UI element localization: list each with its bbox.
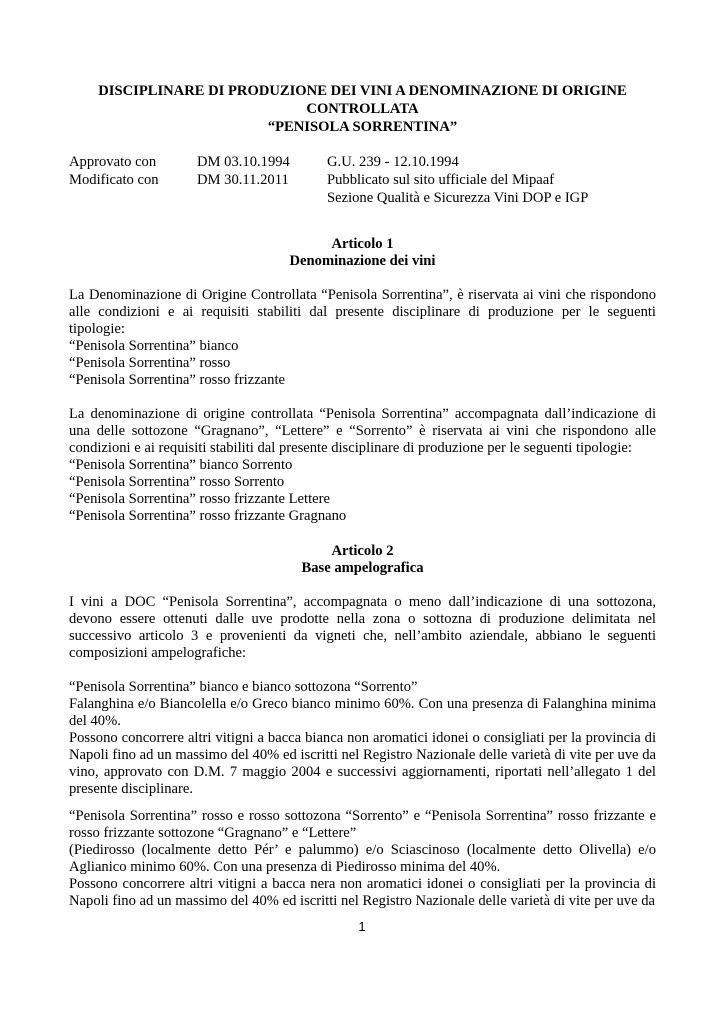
rosso-composition: (Piedirosso (localmente detto Pér’ e palummo) e/o Sciascinoso (localmente detto Olivella) e/o Aglianico minimo 60%. Con una presenza di Piedirosso minima del 40%. xyxy=(69,842,656,875)
approval-row xyxy=(69,172,656,189)
article-2-paragraph: I vini a DOC “Penisola Sorrentina”, accompagnata o meno dall’indicazione di una sottozona, devono essere ottenuti dalle uve prodotte nella zona o sottozna di produzione delimitata nel successivo articolo 3 e provenienti da vigneti che, nell’ambito aziendale, abbiano le seguenti composizioni ampelografiche: xyxy=(69,594,656,661)
article-1-paragraph: La denominazione di origine controllata “Penisola Sorrentina” accompagnata dall’indicazione di una delle sottozone “Gragnano”, “Lettere” e “Sorrento” è riservata ai vini che rispondono alle condizioni e ai requisiti stabiliti dal presente disciplinare di produzione per le seguenti tipologie: xyxy=(69,406,656,456)
title-line-2: CONTROLLATA xyxy=(306,101,419,117)
bianco-other-varieties: Possono concorrere altri vitigni a bacca bianca non aromatici idonei o consigliati per la provincia di Napoli fino ad un massimo del 40% ed iscritti nel Registro Nazionale delle varietà di vite per uve da vino, approvato con D.M. 7 maggio 2004 e successivi aggiornamenti, riportati nell’allegato 1 del presente disciplinare. xyxy=(69,730,656,797)
list-item: “Penisola Sorrentina” bianco xyxy=(69,338,239,354)
article-number: Articolo 1 xyxy=(331,236,394,252)
rosso-other-varieties: Possono concorrere altri vitigni a bacca nera non aromatici idonei o consigliati per la provincia di Napoli fino ad un massimo del 40% ed iscritti nel Registro Nazionale delle varietà di vite per uve da xyxy=(69,876,656,909)
list-item: “Penisola Sorrentina” rosso Sorrento xyxy=(69,474,285,490)
approval-info: Pubblicato sul sito ufficiale del Mipaaf xyxy=(327,172,555,188)
article-2-heading xyxy=(69,543,656,577)
approval-decree: DM 30.11.2011 xyxy=(197,172,289,188)
rosso-heading: “Penisola Sorrentina” rosso e rosso sottozona “Sorrento” e “Penisola Sorrentina” rosso frizzante e rosso frizzante sottozone “Gragnano” e “Lettere” xyxy=(69,808,656,841)
bianco-composition: Falanghina e/o Biancolella e/o Greco bianco minimo 60%. Con una presenza di Falanghina minima del 40%. xyxy=(69,696,656,729)
article-1-heading xyxy=(69,236,656,270)
approval-row xyxy=(69,154,656,171)
bianco-heading: “Penisola Sorrentina” bianco e bianco sottozona “Sorrento” xyxy=(69,679,418,695)
article-title: Denominazione dei vini xyxy=(289,253,436,269)
article-title: Base ampelografica xyxy=(301,560,424,576)
title-line-1: DISCIPLINARE DI PRODUZIONE DEI VINI A DENOMINAZIONE DI ORIGINE xyxy=(98,83,627,99)
list-item: “Penisola Sorrentina” rosso frizzante Lettere xyxy=(69,491,330,507)
document-title xyxy=(69,82,656,136)
list-item: “Penisola Sorrentina” bianco Sorrento xyxy=(69,457,293,473)
approval-table xyxy=(69,154,656,208)
approval-info: G.U. 239 - 12.10.1994 xyxy=(327,154,459,170)
article-1-paragraph: La Denominazione di Origine Controllata “Penisola Sorrentina”, è riservata ai vini che rispondono alle condizioni e ai requisiti stabiliti dal presente disciplinare di produzione per le seguenti tipologie: xyxy=(69,287,656,337)
approval-label: Modificato con xyxy=(69,172,159,188)
typology-list xyxy=(69,338,656,389)
list-item: “Penisola Sorrentina” rosso frizzante Gragnano xyxy=(69,508,347,524)
document-page xyxy=(69,82,656,910)
subzone-typology-list xyxy=(69,457,656,525)
approval-info: Sezione Qualità e Sicurezza Vini DOP e IGP xyxy=(327,190,589,206)
article-number: Articolo 2 xyxy=(331,543,394,559)
page-number: 1 xyxy=(358,919,366,934)
title-line-3: “PENISOLA SORRENTINA” xyxy=(267,119,458,135)
list-item: “Penisola Sorrentina” rosso frizzante xyxy=(69,372,285,388)
list-item: “Penisola Sorrentina” rosso xyxy=(69,355,231,371)
approval-decree: DM 03.10.1994 xyxy=(197,154,290,170)
approval-row xyxy=(69,190,656,207)
approval-label: Approvato con xyxy=(69,154,157,170)
